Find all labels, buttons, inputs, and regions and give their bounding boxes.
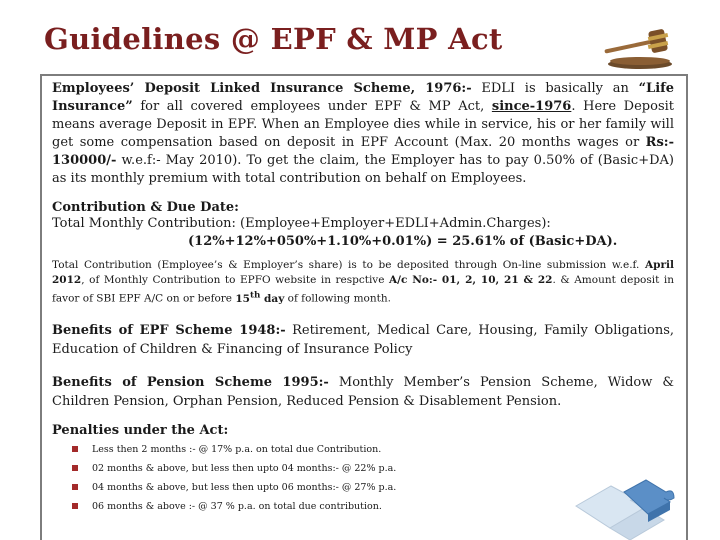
penalty-text: 06 months & above :- @ 37 % p.a. on total due contribution. [92, 500, 382, 512]
list-item [52, 440, 674, 459]
due-word: day [260, 292, 285, 305]
contribution-formula: (12%+12%+050%+1.10%+0.01%) = 25.61% of (Basic+DA). [188, 234, 618, 249]
penalties-heading: Penalties under the Act: [52, 422, 229, 438]
contribution-heading: Contribution & Due Date: [52, 200, 239, 215]
edli-text-2: for all covered employees under EPF & MP Act, [132, 99, 492, 114]
edli-text-4: w.e.f:- May 2010). To get the claim, the Employer has to pay 0.50% of (Basic+DA) as its monthly premium with total contribution on behalf on Employees. [52, 153, 674, 186]
contribution-line: Total Monthly Contribution: (Employee+Employer+EDLI+Admin.Charges): [52, 216, 551, 231]
epf-benefits-heading: Benefits of EPF Scheme 1948:- [52, 322, 286, 338]
pension-benefits-text: Monthly Member’s Pension Scheme, Widow & Children Pension, Orphan Pension, Reduced Pension & Disablement Pension. [52, 374, 674, 409]
puzzle-icon [566, 466, 676, 540]
bullet-icon [72, 465, 78, 471]
contribution-details [52, 258, 674, 307]
edli-amount: Rs:- 130000/- [52, 135, 674, 168]
edli-since: since-1976 [491, 99, 572, 114]
edli-heading: Employees’ Deposit Linked Insurance Scheme, 1976:- [52, 81, 472, 96]
gavel-icon [596, 26, 678, 70]
contribution-date: April 2012 [52, 259, 674, 286]
edli-text-1: EDLI is basically an [471, 81, 639, 96]
edli-paragraph [52, 80, 674, 188]
pension-benefits [52, 373, 674, 411]
penalty-text: Less then 2 months :- @ 17% p.a. on total due Contribution. [92, 443, 382, 455]
contribution-text-2: , of Monthly Contribution to EPFO website in respctive [81, 274, 389, 286]
bullet-icon [72, 446, 78, 452]
edli-life-insurance: “Life Insurance” [52, 81, 674, 114]
content [52, 80, 674, 516]
edli-text-3: . Here Deposit means average Deposit in EPF. When an Employee dies while in service, his or her family will get some compensation based on deposit in EPF Account (Max. 20 months wages or [52, 99, 674, 150]
epf-benefits-text: Retirement, Medical Care, Housing, Family Obligations, Education of Children & Financing of Insurance Policy [52, 322, 675, 357]
contribution-text-3: . & Amount deposit in favor of SBI EPF A/C on or before [52, 274, 674, 305]
contribution-text-4: of following month. [284, 292, 391, 305]
contribution-due [235, 290, 285, 305]
contribution-accounts: A/c No:- 01, 2, 10, 21 & 22 [389, 274, 553, 286]
bullet-icon [72, 503, 78, 509]
due-day: 15 [235, 292, 250, 305]
penalty-text: 04 months & above, but less then upto 06 months:- @ 27% p.a. [92, 481, 397, 493]
bullet-icon [72, 484, 78, 490]
page-title: Guidelines @ EPF & MP Act [44, 22, 503, 56]
epf-benefits [52, 321, 674, 359]
contribution-text-1: Total Contribution (Employee’s & Employer’s share) is to be deposited through On-line submission w.e.f. [52, 259, 645, 271]
due-suffix: th [249, 290, 261, 300]
pension-benefits-heading: Benefits of Pension Scheme 1995:- [52, 374, 329, 390]
penalty-text: 02 months & above, but less then upto 04 months:- @ 22% p.a. [92, 462, 397, 474]
